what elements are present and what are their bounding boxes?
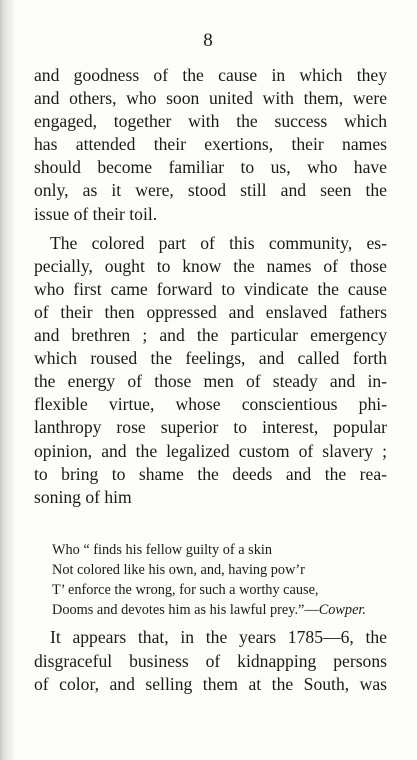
- text-line: to bring to shame the deeds and the rea-: [34, 463, 387, 484]
- verse-line: Not colored like his own, and, having pow’r: [52, 562, 305, 578]
- text-line: only, as it were, stood still and seen the: [34, 180, 387, 201]
- text-line: lanthropy rose superior to interest, popular: [34, 417, 387, 438]
- page-number: 8: [203, 30, 214, 51]
- verse-line: Dooms and devotes him as his lawful prey.”—: [52, 602, 319, 618]
- paragraph-2: [34, 232, 387, 509]
- text-line: flexible virtue, whose conscientious phi-: [34, 394, 387, 415]
- text-line: and brethren ; and the particular emergency: [34, 325, 387, 346]
- closing-paragraph: [34, 626, 387, 697]
- verse-quotation: [52, 540, 390, 620]
- binding-gutter-shadow: [0, 0, 14, 760]
- verse-line: Who “ finds his fellow guilty of a skin: [52, 542, 272, 558]
- text-line: and goodness of the cause in which they: [34, 65, 387, 85]
- text-line: who first came forward to vindicate the cause: [34, 278, 387, 299]
- text-line: It appears that, in the years 1785—6, the: [50, 627, 387, 647]
- text-line: opinion, and the legalized custom of slavery ;: [34, 440, 387, 461]
- text-line: engaged, together with the success which: [34, 111, 387, 132]
- body-text: [34, 64, 387, 509]
- text-line: should become familiar to us, who have: [34, 157, 387, 178]
- text-line: of their then oppressed and enslaved fathers: [34, 301, 387, 322]
- text-line: of color, and selling them at the South, was: [34, 674, 387, 695]
- text-line: pecially, ought to know the names of those: [34, 255, 387, 276]
- verse-line-with-attribution: [52, 600, 390, 620]
- text-line: disgraceful business of kidnapping persons: [34, 650, 387, 671]
- quote-author: Cowper.: [318, 602, 366, 618]
- text-line: The colored part of this community, es-: [50, 232, 387, 253]
- text-line: the energy of those men of steady and in-: [34, 371, 387, 392]
- text-line: has attended their exertions, their names: [34, 134, 387, 155]
- text-line: soning of him: [34, 486, 132, 507]
- verse-line: T’ enforce the wrong, for such a worthy cause,: [52, 582, 319, 598]
- text-line: and others, who soon united with them, were: [34, 88, 387, 109]
- text-line: which roused the feelings, and called forth: [34, 348, 387, 369]
- text-line: issue of their toil.: [34, 203, 158, 224]
- paragraph-1: [34, 64, 387, 226]
